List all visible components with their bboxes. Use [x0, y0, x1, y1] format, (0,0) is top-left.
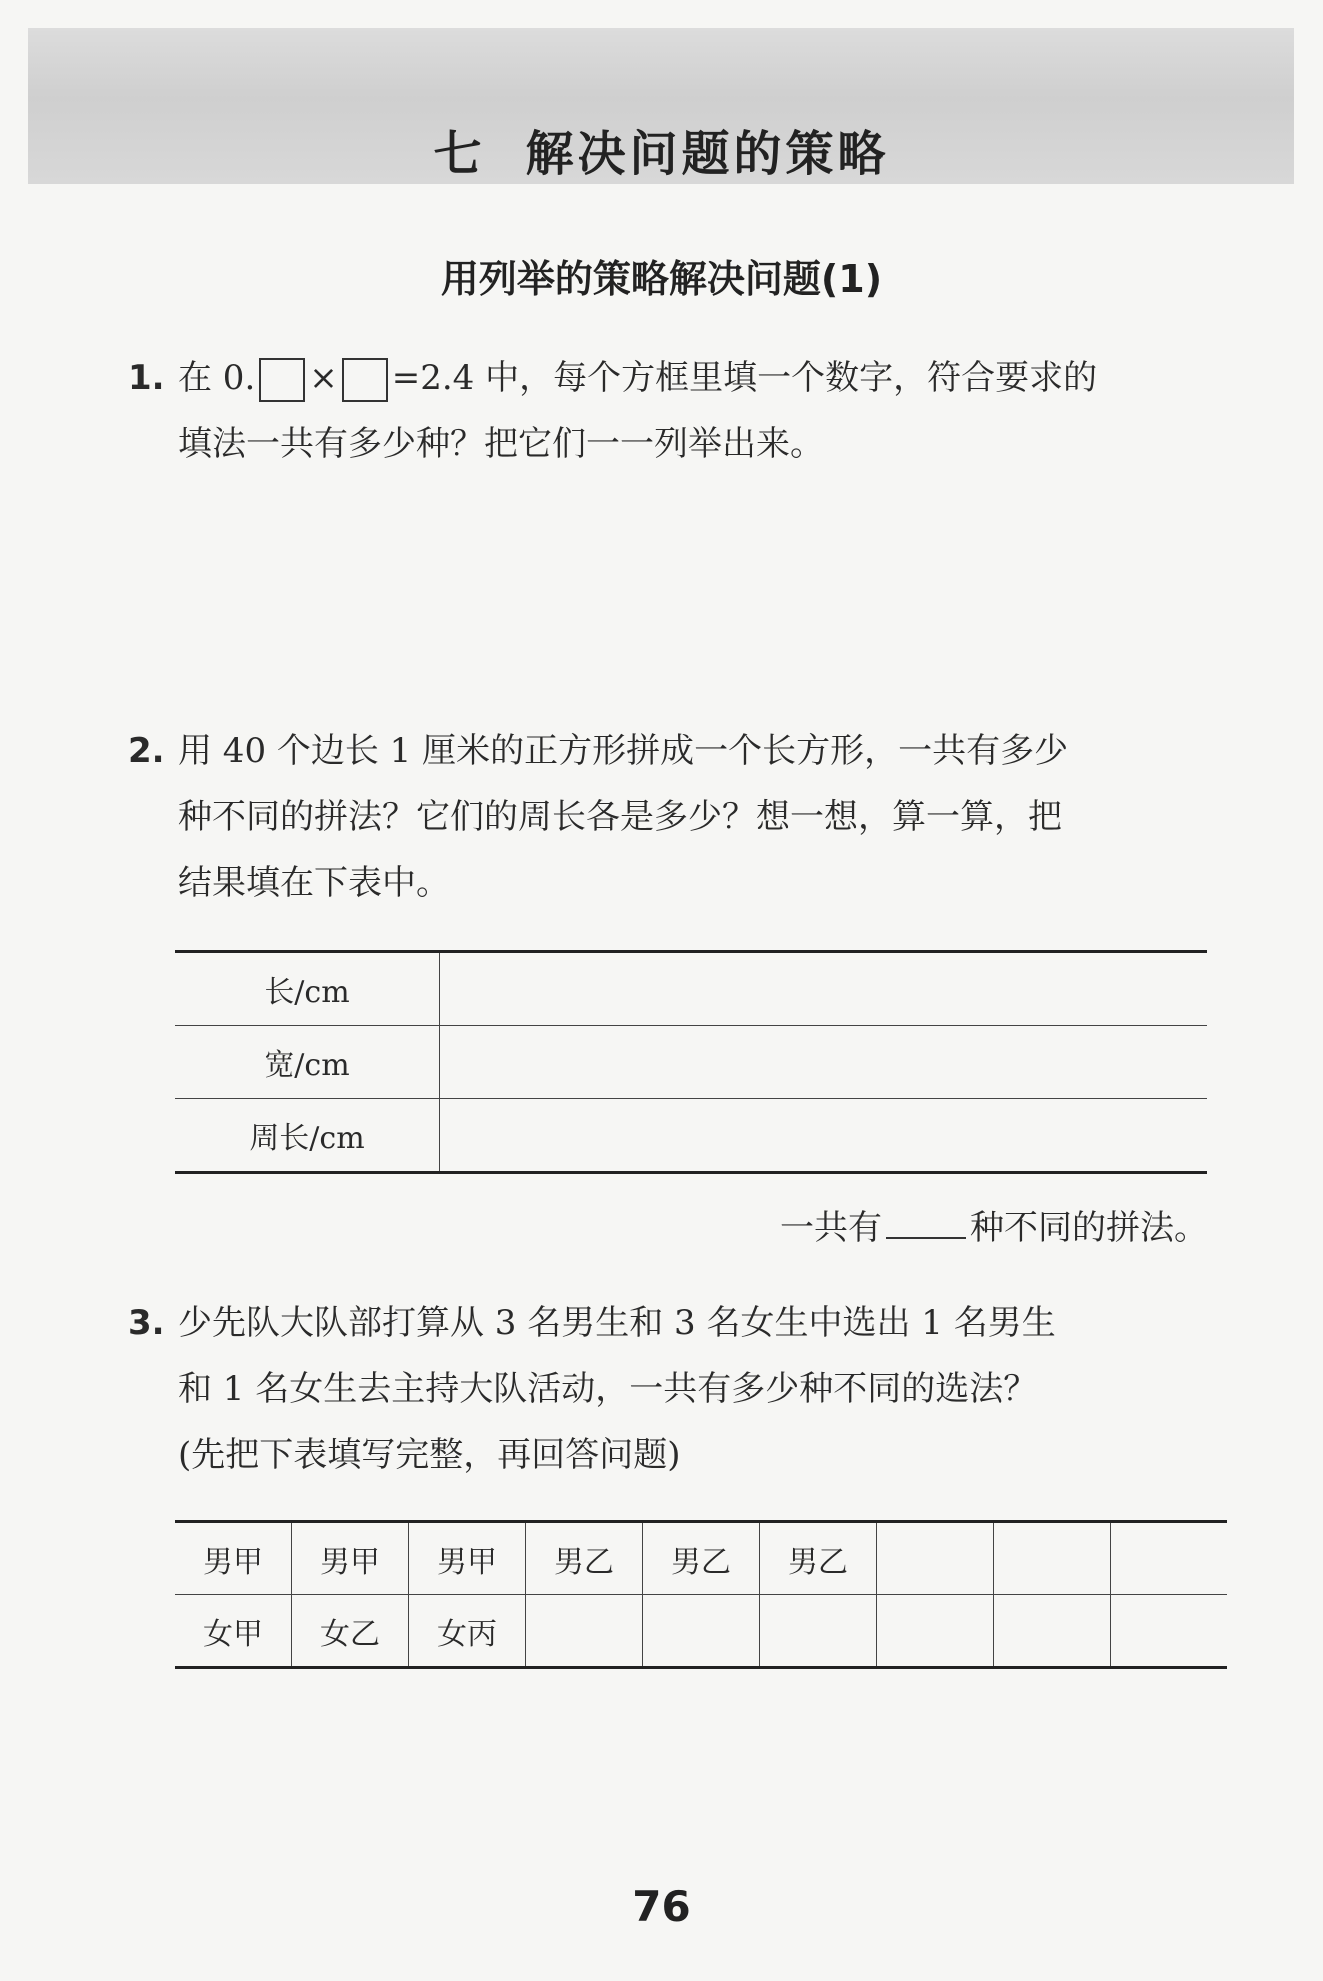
selection-table	[175, 1520, 1227, 1669]
table-cell: 男乙	[526, 1522, 643, 1595]
table-cell: 男甲	[409, 1522, 526, 1595]
question-line: 少先队大队部打算从 3 名男生和 3 名女生中选出 1 名男生	[178, 1303, 1056, 1343]
digit-box-1[interactable]	[259, 358, 305, 402]
answer-blank[interactable]	[886, 1205, 966, 1239]
rectangle-table	[175, 950, 1207, 1174]
table-cell: 男乙	[643, 1522, 760, 1595]
answer-cell-length[interactable]	[440, 952, 1208, 1026]
question-line: 和 1 名女生去主持大队活动，一共有多少种不同的选法？	[178, 1369, 1038, 1409]
question-number: 3.	[128, 1303, 165, 1343]
table-cell-blank[interactable]	[994, 1595, 1111, 1668]
table-cell-blank[interactable]	[877, 1595, 994, 1668]
page-number: 76	[632, 1882, 691, 1931]
chapter-number: 七	[433, 126, 486, 182]
table-cell-blank[interactable]	[994, 1522, 1111, 1595]
table-cell-blank[interactable]	[643, 1595, 760, 1668]
table-row	[175, 1026, 1207, 1099]
table-cell: 女乙	[292, 1595, 409, 1668]
question-number: 1.	[128, 358, 165, 398]
answer-sentence	[780, 1200, 1208, 1249]
question-line: 用 40 个边长 1 厘米的正方形拼成一个长方形，一共有多少	[178, 731, 1069, 771]
digit-box-2[interactable]	[342, 358, 388, 402]
table-cell: 男甲	[175, 1522, 292, 1595]
question-line: 结果填在下表中。	[178, 863, 450, 903]
table-row-girls	[175, 1595, 1227, 1668]
question-2	[128, 718, 1218, 916]
question-text: =2.4 中，每个方框里填一个数字，符合要求的	[391, 358, 1098, 398]
question-line	[128, 345, 1218, 411]
table-cell-blank[interactable]	[877, 1522, 994, 1595]
table-cell: 女丙	[409, 1595, 526, 1668]
table-cell-blank[interactable]	[760, 1595, 877, 1668]
table-cell-blank[interactable]	[1111, 1522, 1228, 1595]
row-label-perimeter: 周长/cm	[175, 1099, 440, 1173]
table-row	[175, 952, 1207, 1026]
times-sign: ×	[309, 358, 338, 398]
answer-cell-perimeter[interactable]	[440, 1099, 1208, 1173]
row-label-width: 宽/cm	[175, 1026, 440, 1099]
question-line: 种不同的拼法？它们的周长各是多少？想一想，算一算，把	[178, 797, 1062, 837]
chapter-name: 解决问题的策略	[525, 126, 890, 182]
table-cell: 男乙	[760, 1522, 877, 1595]
question-1	[128, 345, 1218, 477]
answer-cell-width[interactable]	[440, 1026, 1208, 1099]
table-cell: 男甲	[292, 1522, 409, 1595]
answer-suffix: 种不同的拼法。	[970, 1208, 1208, 1248]
table-row	[175, 1099, 1207, 1173]
answer-prefix: 一共有	[780, 1208, 882, 1248]
table-cell-blank[interactable]	[1111, 1595, 1228, 1668]
question-line: (先把下表填写完整，再回答问题)	[178, 1435, 681, 1475]
section-title: 用列举的策略解决问题(1)	[440, 257, 883, 301]
question-3	[128, 1290, 1218, 1488]
table-row-boys	[175, 1522, 1227, 1595]
table-cell-blank[interactable]	[526, 1595, 643, 1668]
row-label-length: 长/cm	[175, 952, 440, 1026]
question-number: 2.	[128, 731, 165, 771]
chapter-title	[0, 115, 1323, 184]
table-cell: 女甲	[175, 1595, 292, 1668]
question-text: 在 0.	[178, 358, 256, 398]
question-line: 填法一共有多少种？把它们一一列举出来。	[178, 424, 824, 464]
